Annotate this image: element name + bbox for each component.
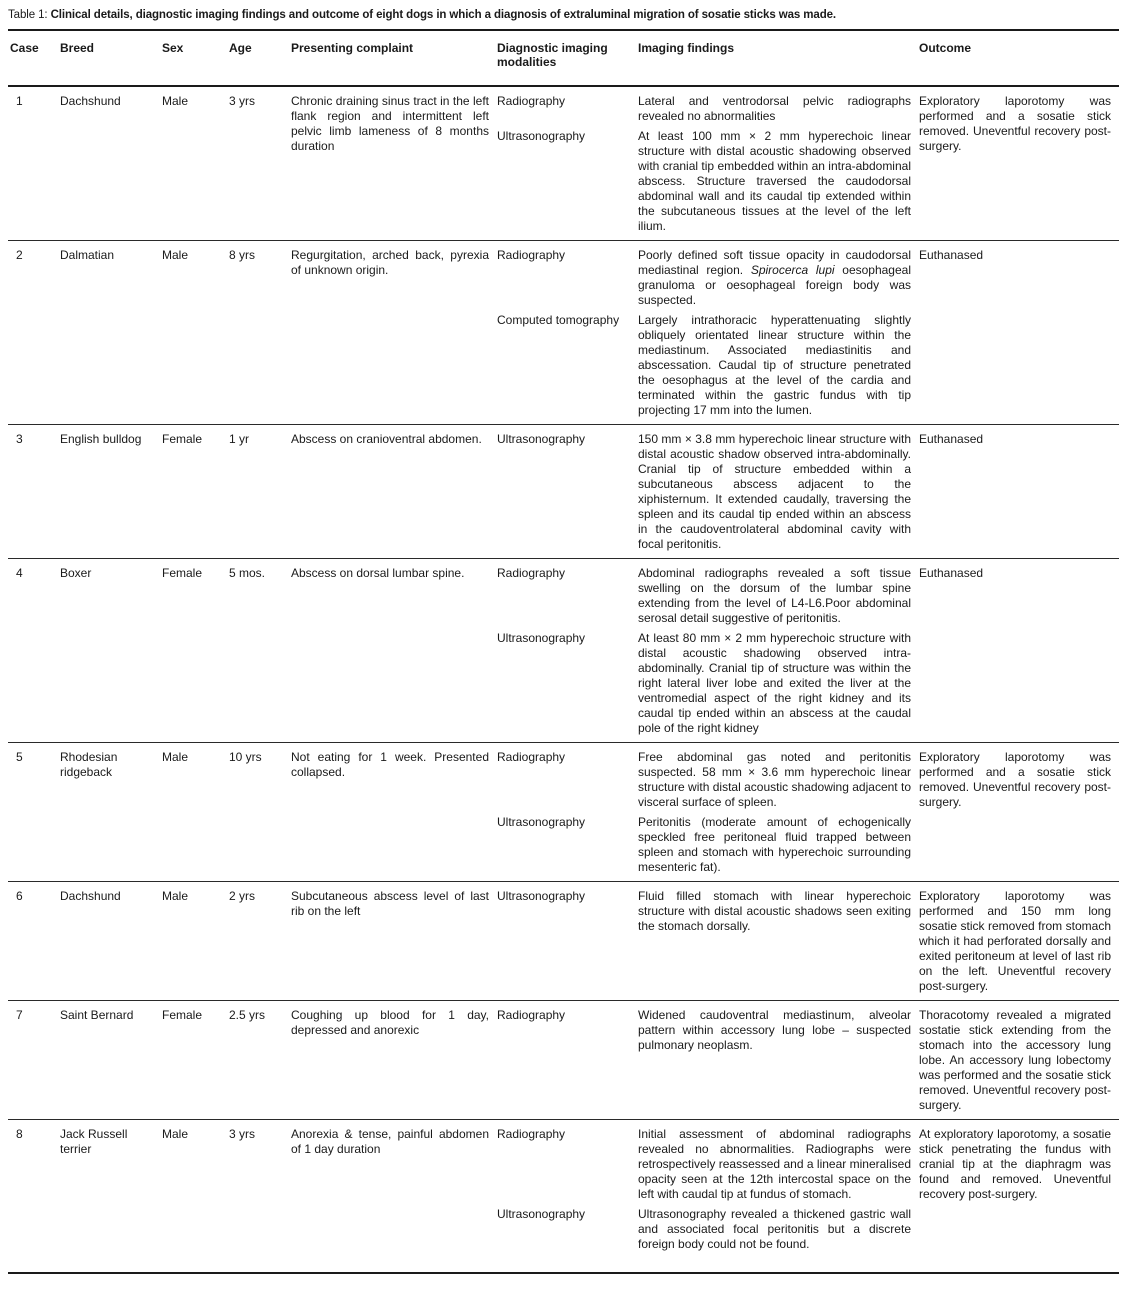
caption-label: Table 1: (8, 9, 51, 21)
imaging-entries (497, 1127, 919, 1252)
cell-age: 10 yrs (229, 750, 262, 764)
cell-outcome: Euthanased (919, 566, 984, 580)
imaging-entry (497, 750, 919, 810)
table-row (8, 1001, 1119, 1119)
cell-case: 8 (16, 1127, 23, 1141)
cell-breed: Jack Russell terrier (60, 1127, 128, 1156)
table-body (8, 87, 1119, 1258)
header-outcome: Outcome (919, 41, 972, 55)
imaging-entry (497, 432, 919, 552)
cell-age: 2.5 yrs (229, 1008, 266, 1022)
cell-age: 8 yrs (229, 248, 256, 262)
cell-breed: Rhodesian ridgeback (60, 750, 118, 779)
imaging-entry (497, 631, 919, 736)
cell-presenting-complaint: Not eating for 1 week. Presented collapsed. (291, 750, 489, 779)
imaging-entry (497, 889, 919, 934)
cell-imaging-finding (638, 248, 919, 308)
cell-imaging-modality: Ultrasonography (497, 129, 586, 143)
cell-imaging-finding: At least 80 mm × 2 mm hyperechoic structure with distal acoustic shadowing observed intra-abdominally. Cranial tip of structure was within the right lateral liver lobe and exited the liver at the ventromedial aspect of the right kidney and its caudal tip ended within an abscess at the caudal pole of the right kidney (638, 631, 911, 735)
table-caption (8, 8, 1119, 29)
cell-imaging-finding: Lateral and ventrodorsal pelvic radiographs revealed no abnormalities (638, 94, 911, 123)
cell-imaging-modality: Radiography (497, 94, 566, 108)
cell-outcome: Euthanased (919, 248, 984, 262)
bottom-rule (8, 1272, 1119, 1274)
cell-outcome: At exploratory laporotomy, a sosatie stick penetrating the fundus with cranial tip at the diaphragm was found and removed. Uneventful recovery post-surgery. (919, 1127, 1111, 1201)
imaging-entry (497, 129, 919, 234)
cell-sex: Male (162, 750, 189, 764)
cell-imaging-modality: Radiography (497, 750, 566, 764)
cell-breed: Dachshund (60, 889, 121, 903)
cell-imaging-modality: Ultrasonography (497, 815, 586, 829)
header-case: Case (10, 41, 39, 55)
imaging-entry (497, 1008, 919, 1053)
table-row (8, 743, 1119, 881)
finding-text: oesophageal granuloma or oesophageal foreign body was suspected. (638, 263, 911, 307)
imaging-entries (497, 432, 919, 552)
cell-sex: Male (162, 1127, 189, 1141)
cell-presenting-complaint: Chronic draining sinus tract in the left flank region and intermittent left pelvic limb lameness of 8 months duration (291, 94, 489, 153)
cell-sex: Female (162, 566, 203, 580)
finding-text: Poorly defined soft tissue opacity in caudodorsal mediastinal region. (638, 248, 911, 277)
cell-imaging-finding: Fluid filled stomach with linear hyperechoic structure with distal acoustic shadows seen exiting the stomach dorsally. (638, 889, 911, 933)
cell-age: 3 yrs (229, 94, 256, 108)
cell-presenting-complaint: Coughing up blood for 1 day, depressed and anorexic (291, 1008, 489, 1037)
cell-imaging-modality: Ultrasonography (497, 889, 586, 903)
cell-outcome: Exploratory laporotomy was performed and 150 mm long sosatie stick removed from stomach which it had perforated dorsally and exited peritoneum at level of last rib on the left. Uneventful recovery post-surgery. (919, 889, 1111, 993)
cell-imaging-modality: Ultrasonography (497, 631, 586, 645)
cell-imaging-modality: Radiography (497, 566, 566, 580)
imaging-entry (497, 566, 919, 626)
cell-breed: Saint Bernard (60, 1008, 134, 1022)
cell-presenting-complaint: Regurgitation, arched back, pyrexia of unknown origin. (291, 248, 489, 277)
imaging-entries (497, 248, 919, 418)
cell-sex: Male (162, 94, 189, 108)
cell-imaging-modality: Radiography (497, 1127, 566, 1141)
imaging-entry (497, 815, 919, 875)
cell-age: 3 yrs (229, 1127, 256, 1141)
cell-case: 5 (16, 750, 23, 764)
table-row (8, 241, 1119, 424)
header-sex: Sex (162, 41, 184, 55)
cell-breed: English bulldog (60, 432, 142, 446)
cell-imaging-modality: Ultrasonography (497, 1207, 586, 1221)
cell-presenting-complaint: Subcutaneous abscess level of last rib on the left (291, 889, 489, 918)
table-row (8, 559, 1119, 742)
cell-sex: Male (162, 889, 189, 903)
cell-imaging-finding: Ultrasonography revealed a thickened gastric wall and associated focal peritonitis but a discrete foreign body could not be found. (638, 1207, 911, 1251)
cell-presenting-complaint: Abscess on cranioventral abdomen. (291, 432, 482, 446)
caption-title: Clinical details, diagnostic imaging findings and outcome of eight dogs in which a diagnosis of extraluminal migration of sosatie sticks was made. (50, 9, 837, 21)
cell-case: 7 (16, 1008, 23, 1022)
cell-imaging-finding: Free abdominal gas noted and peritonitis suspected. 58 mm × 3.6 mm hyperechoic linear structure with distal acoustic shadowing adjacent to visceral surface of spleen. (638, 750, 911, 809)
finding-species-name: Spirocerca lupi (750, 263, 835, 277)
cell-imaging-finding: 150 mm × 3.8 mm hyperechoic linear structure with distal acoustic shadow observed intra-abdominally. Cranial tip of structure embedded within a subcutaneous abscess adjacent to the xiphisternum. It extended caudally, traversing the spleen and its caudal tip ended within an abscess in the caudoventrolateral abdominal cavity with focal peritonitis. (638, 432, 911, 551)
cell-sex: Male (162, 248, 189, 262)
cell-presenting-complaint: Anorexia & tense, painful abdomen of 1 day duration (291, 1127, 489, 1156)
cell-breed: Boxer (60, 566, 92, 580)
cell-presenting-complaint: Abscess on dorsal lumbar spine. (291, 566, 465, 580)
cell-imaging-finding: At least 100 mm × 2 mm hyperechoic linear structure with distal acoustic shadowing observed with cranial tip embedded within an intra-abdominal abscess. Structure traversed the caudodorsal abdominal wall and its caudal tip extended within the subcutaneous tissues at the level of the left ilium. (638, 129, 911, 233)
cell-case: 3 (16, 432, 23, 446)
header-complaint: Presenting complaint (291, 41, 414, 55)
cell-age: 2 yrs (229, 889, 256, 903)
cell-imaging-modality: Radiography (497, 248, 566, 262)
cell-imaging-finding: Initial assessment of abdominal radiographs revealed no abnormalities. Radiographs were retrospectively reassessed and a linear mineralised opacity seen at the 12th intercostal space on the left with caudal tip at fundus of stomach. (638, 1127, 911, 1201)
imaging-entry (497, 1127, 919, 1202)
table-header (8, 31, 1119, 85)
cell-case: 6 (16, 889, 23, 903)
cell-imaging-finding: Largely intrathoracic hyperattenuating slightly obliquely orientated linear structure within the mediastinum. Associated mediastinitis and abscessation. Caudal tip of structure penetrated the oesophagus at the level of the cardia and terminated within the gastric fundus with tip projecting 17 mm into the lumen. (638, 313, 911, 417)
cell-sex: Female (162, 1008, 203, 1022)
imaging-entry (497, 94, 919, 124)
cell-imaging-modality: Ultrasonography (497, 432, 586, 446)
cell-outcome: Euthanased (919, 432, 984, 446)
header-age: Age (229, 41, 252, 55)
imaging-entries (497, 94, 919, 234)
cell-case: 2 (16, 248, 23, 262)
header-breed: Breed (60, 41, 95, 55)
cell-breed: Dachshund (60, 94, 121, 108)
cell-imaging-modality: Radiography (497, 1008, 566, 1022)
cell-imaging-finding: Peritonitis (moderate amount of echogenically speckled free peritoneal fluid trapped between spleen and stomach with hyperechoic surrounding mesenteric fat). (638, 815, 911, 874)
imaging-entry (497, 248, 919, 308)
cell-imaging-modality: Computed tomography (497, 313, 620, 327)
cell-outcome: Exploratory laporotomy was performed and a sosatie stick removed. Uneventful recovery post-surgery. (919, 750, 1111, 809)
header-findings: Imaging findings (638, 41, 734, 55)
cell-case: 4 (16, 566, 23, 580)
imaging-entries (497, 566, 919, 736)
cell-breed: Dalmatian (60, 248, 115, 262)
table-row (8, 425, 1119, 558)
cell-sex: Female (162, 432, 203, 446)
imaging-entries (497, 889, 919, 994)
imaging-entry (497, 313, 919, 418)
imaging-entries (497, 1008, 919, 1113)
cell-age: 1 yr (229, 432, 250, 446)
cell-age: 5 mos. (229, 566, 266, 580)
header-modalities: Diagnostic imaging modalities (497, 41, 608, 69)
cell-imaging-finding: Abdominal radiographs revealed a soft tissue swelling on the dorsum of the lumbar spine extending from the level of L4-L6.Poor abdominal serosal detail suggestive of peritonitis. (638, 566, 911, 625)
table-row (8, 882, 1119, 1000)
cell-imaging-finding: Widened caudoventral mediastinum, alveolar pattern within accessory lung lobe – suspected pulmonary neoplasm. (638, 1008, 911, 1052)
table-row (8, 1120, 1119, 1258)
imaging-entry (497, 1207, 919, 1252)
table-row (8, 87, 1119, 240)
imaging-entries (497, 750, 919, 875)
cell-case: 1 (16, 94, 23, 108)
cell-outcome: Exploratory laporotomy was performed and a sosatie stick removed. Uneventful recovery post-surgery. (919, 94, 1111, 153)
cell-outcome: Thoracotomy revealed a migrated sostatie stick extending from the stomach into the accessory lung lobe. An accessory lung lobectomy was performed and the sosatie stick removed. Uneventful recovery post-surgery. (919, 1008, 1111, 1112)
